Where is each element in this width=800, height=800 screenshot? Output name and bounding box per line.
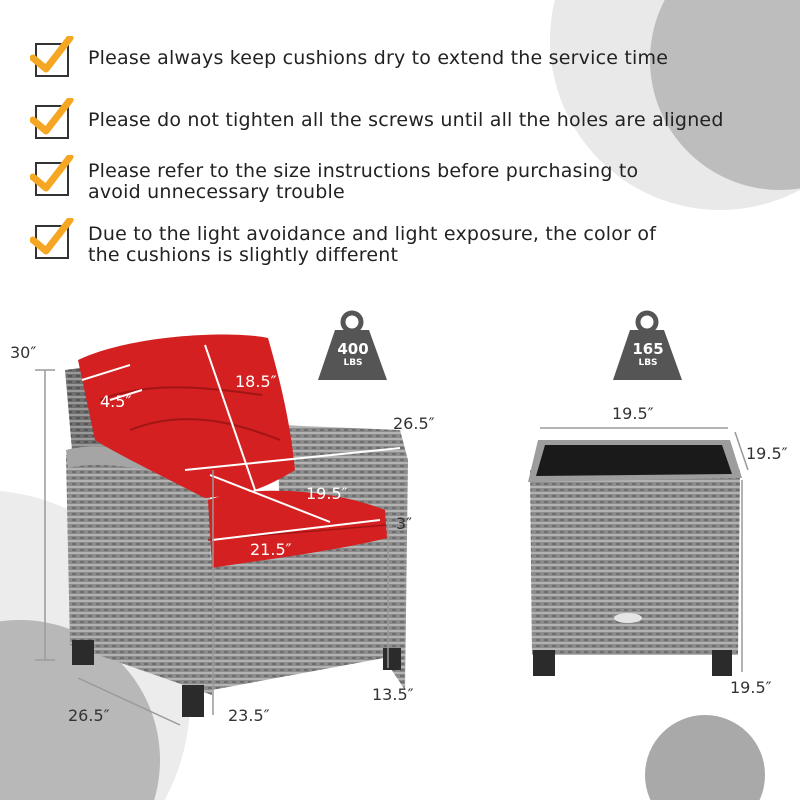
table-height-label: 19.5″ <box>730 678 772 697</box>
chair-capacity-unit: LBS <box>343 358 363 368</box>
table-capacity-unit: LBS <box>638 358 658 368</box>
tip-text: Please always keep cushions dry to extend the service time <box>88 47 669 69</box>
chair-weight-capacity <box>322 340 384 380</box>
tip-text: Due to the light avoidance and light exposure, the color of the cushions is slightly different <box>88 223 657 266</box>
checkbox-checked-icon <box>30 98 74 142</box>
chair-overall-width-label: 26.5″ <box>393 414 435 433</box>
chair-depth-label: 23.5″ <box>228 706 270 725</box>
tip-item <box>30 155 648 203</box>
table-weight-capacity <box>617 340 679 380</box>
chair-height-label: 30″ <box>10 343 37 362</box>
table-width-label: 19.5″ <box>612 404 654 423</box>
chair-capacity-value: 400 <box>337 340 369 358</box>
tip-item <box>30 36 668 80</box>
decor-circle-bottom-right <box>645 715 765 800</box>
table-depth-label: 19.5″ <box>746 444 788 463</box>
chair-back-cushion-height-label: 18.5″ <box>235 372 277 391</box>
tip-item <box>30 218 668 266</box>
tip-text: Please refer to the size instructions before purchasing to avoid unnecessary trouble <box>88 160 639 203</box>
chair-seat-cushion-thickness-label: 3″ <box>396 514 413 533</box>
chair-seat-height-label: 13.5″ <box>372 685 414 704</box>
chair-seat-depth-label: 19.5″ <box>306 484 348 503</box>
chair-seat-width-label: 21.5″ <box>250 540 292 559</box>
checkbox-checked-icon <box>30 155 74 199</box>
chair-overall-depth-label: 26.5″ <box>68 706 110 725</box>
table-capacity-value: 165 <box>632 340 664 358</box>
checkbox-checked-icon <box>30 218 74 262</box>
chair-back-cushion-thickness-label: 4.5″ <box>100 392 132 411</box>
checkbox-checked-icon <box>30 36 74 80</box>
tip-text: Please do not tighten all the screws until all the holes are aligned <box>88 109 724 131</box>
side-table-illustration <box>528 440 742 676</box>
tip-item <box>30 98 724 142</box>
